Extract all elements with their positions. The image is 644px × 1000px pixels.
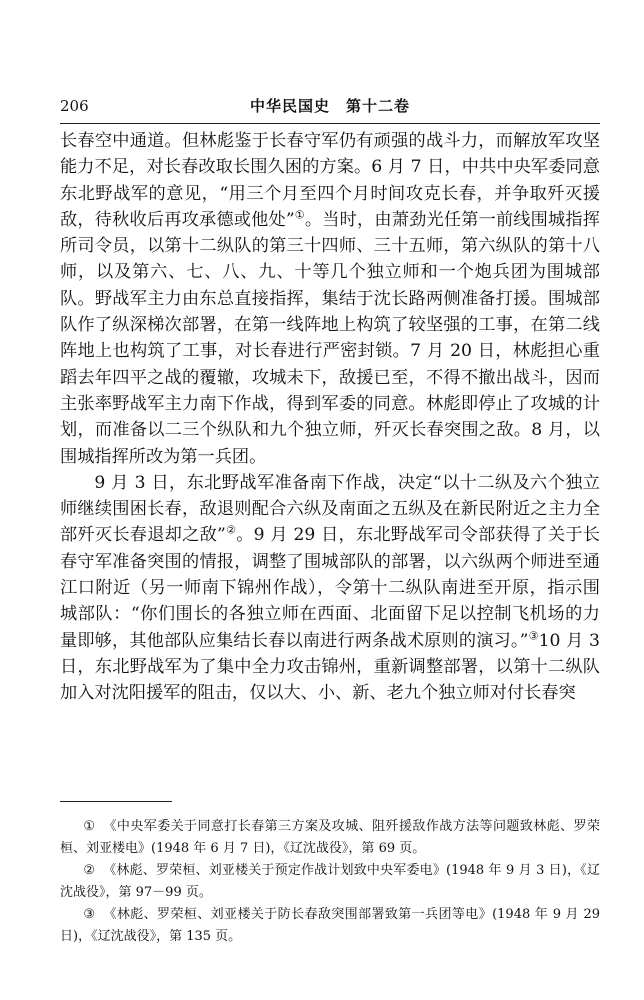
text-run: 9 月 3 日，东北野战军准备南下作战，决定“以十二纵及六个独立师继续围困长春，敌退则配合六纵及南面之五纵及在新民附近之主力全部歼灭长春退却之敌” — [60, 472, 600, 546]
text-run: 。9 月 29 日，东北野战军司令部获得了关于长春守军准备突围的情报，调整了围城部队的部署，以六纵两个师进至通江口附近（另一师南下锦州作战），令第十二纵队南进至开原，指示围城部队：“你们围长的各独立师在西面、北面留下足以控制飞机场的力量即够，其他部队应集结长春以南进行两条战术原则的演习。” — [60, 525, 600, 651]
footnote-text: 《林彪、罗荣桓、刘亚楼关于预定作战计划致中央军委电》(1948 年 9 月 3 日)，《辽沈战役》，第 97－99 页。 — [60, 863, 600, 900]
footnote-separator — [60, 801, 172, 802]
footnotes — [60, 816, 600, 948]
footnote-mark: ③ — [83, 907, 96, 922]
footnote-ref-3: ③ — [528, 628, 539, 642]
footnote-mark: ② — [83, 863, 96, 878]
text-run: 长春空中通道。但林彪鉴于长春守军仍有顽强的战斗力，而解放军攻坚能力不足，对长春改取长围久困的方案。6 月 7 日，中共中央军委同意东北野战军的意见，“用三个月至四个月时间攻克长春，并争取歼灭援敌，待秋收后再攻承德或他处” — [60, 131, 600, 230]
footnote-text: 《中央军委关于同意打长春第三方案及攻城、阻歼援敌作战方法等问题致林彪、罗荣桓、刘亚楼电》(1948 年 6 月 7 日)，《辽沈战役》，第 69 页。 — [60, 819, 600, 856]
running-title: 中华民国史 第十二卷 — [249, 97, 410, 115]
footnote-ref-2: ② — [225, 523, 237, 537]
text-run: 10 月 3 日，东北野战军为了集中全力攻击锦州，重新调整部署，以第十二纵队加入对沈阳援军的阻击，仅以大、小、新、老九个独立师对付长春突 — [60, 630, 600, 704]
footnote-mark: ① — [83, 819, 96, 834]
paragraph-2 — [60, 470, 600, 707]
page-number: 206 — [60, 97, 89, 115]
header-rule — [60, 123, 600, 124]
footnote-ref-1: ① — [294, 208, 305, 222]
footnote-1 — [60, 816, 600, 859]
text-run: 。当时，由萧劲光任第一前线围城指挥所司令员，以第十二纵队的第三十四师、三十五师，第六纵队的第十八师，以及第六、七、八、九、十等几个独立师和一个炮兵团为围城部队。野战军主力由东总直接指挥，集结于沈长路两侧准备打援。围城部队作了纵深梯次部署，在第一线阵地上构筑了较坚强的工事，在第二线阵地上也构筑了工事，对长春进行严密封锁。7 月 20 日，林彪担心重蹈去年四平之战的覆辙，攻城未下，敌援已至，不得不撤出战斗，因而主张率野战军主力南下作战，得到军委的同意。林彪即停止了攻城的计划，而准备以二三个纵队和九个独立师，歼灭长春突围之敌。8 月，以围城指挥所改为第一兵团。 — [60, 209, 600, 467]
body-text — [60, 128, 600, 707]
footnote-3 — [60, 904, 600, 947]
footnote-2 — [60, 860, 600, 903]
footnote-text: 《林彪、罗荣桓、刘亚楼关于防长春敌突围部署致第一兵团等电》(1948 年 9 月 29 日)，《辽沈战役》，第 135 页。 — [60, 907, 600, 944]
page-header — [60, 95, 600, 121]
paragraph-1 — [60, 128, 600, 470]
